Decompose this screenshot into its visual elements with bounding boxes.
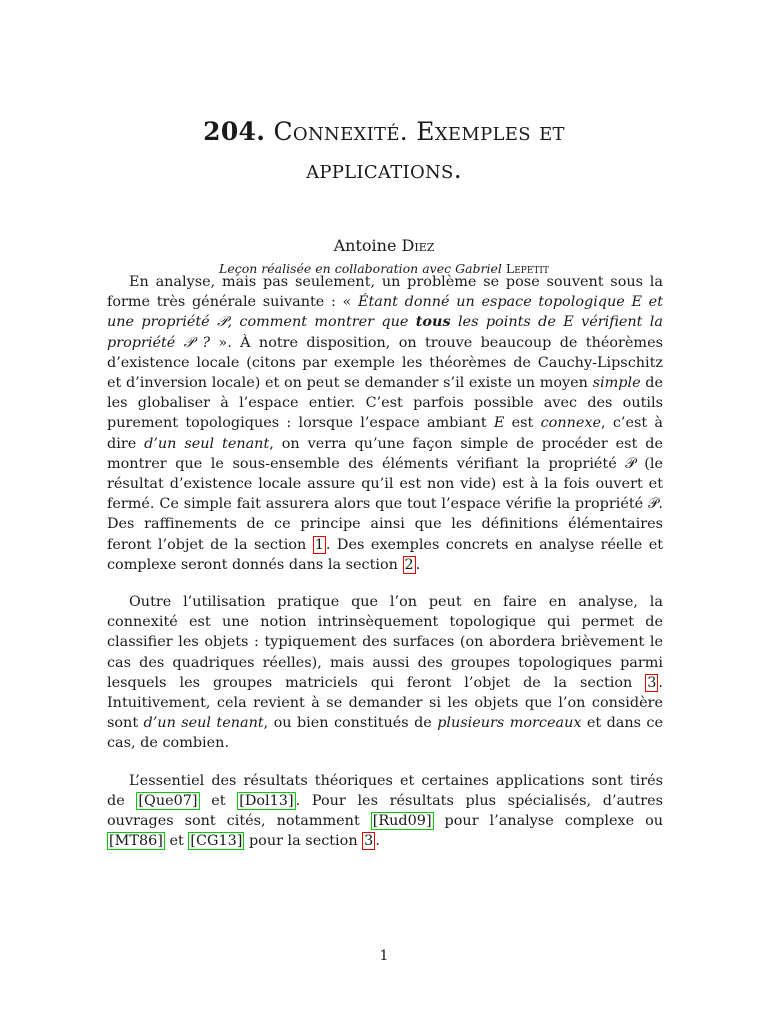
text-run: L’essentiel des résultats théoriques et certaines applications sont tirés de bbox=[107, 772, 663, 809]
section-link-2[interactable]: 2 bbox=[404, 556, 414, 573]
page-number: 1 bbox=[379, 948, 389, 964]
citation-link-mt86[interactable]: [MT86] bbox=[109, 833, 163, 850]
paragraph-1 bbox=[107, 272, 663, 575]
emphasis-simple: simple bbox=[592, 375, 641, 392]
text-run: et bbox=[164, 833, 189, 850]
title-line-1: Connexité. Exemples et bbox=[273, 117, 565, 146]
text-run: ». À notre disposition, on trouve beaucoup de théorèmes d’existence locale (citons par exemple les théorèmes de Cauchy-Lipschitz et d’inversion locale) et on peut se demander s’il existe un moyen bbox=[107, 334, 663, 392]
section-link-3[interactable]: 3 bbox=[364, 833, 374, 850]
emphasis-seul-tenant: d’un seul tenant bbox=[143, 715, 264, 732]
section-link-1[interactable]: 1 bbox=[314, 536, 324, 553]
introduction-text bbox=[107, 272, 663, 868]
text-run: Outre l’utilisation pratique que l’on peut en faire en analyse, la connexité est une notion intrinsèquement topologique qui permet de classifier les objets : typiquement des surfaces (on abordera brièvement le cas des quadriques réelles), mais aussi des groupes topologiques parmi lesquels les groupes matriciels qui feront l’objet de la section bbox=[107, 594, 663, 691]
text-run: pour l’analyse complexe ou bbox=[433, 813, 664, 830]
text-run: . Des exemples concrets en analyse réelle et complexe seront donnés dans la section bbox=[107, 536, 664, 573]
author-last-name: Diez bbox=[401, 236, 435, 255]
emphasis-seul-tenant: d’un seul tenant bbox=[144, 435, 270, 452]
collaborator-name: Lepetit bbox=[505, 261, 549, 276]
section-link-3[interactable]: 3 bbox=[647, 674, 657, 691]
citation-link-que07[interactable]: [Que07] bbox=[138, 792, 198, 809]
text-run: , c’est à dire bbox=[107, 415, 664, 452]
lesson-number: 204. bbox=[203, 117, 266, 146]
paragraph-2 bbox=[107, 592, 663, 754]
emphasis-tous: tous bbox=[415, 313, 451, 331]
text-run: , ou bien constitués de bbox=[263, 715, 438, 732]
author-first-name: Antoine bbox=[333, 236, 397, 255]
question-text-end: les points de E vérifient la propriété 𝒫 ? bbox=[107, 314, 663, 351]
text-run: . bbox=[415, 556, 421, 573]
text-run: , on verra qu’une façon simple de procéder est de montrer que le sous-ensemble des éléments vérifiant la propriété 𝒫 (le résultat d’existence locale assure qu’il est non vide) est à la fois ouvert et fermé. Ce simple fait assurera alors que tout l’espace vérifie la propriété 𝒫. Des raffinements de ce principe ainsi que les définitions élémentaires feront l’objet de la section bbox=[107, 435, 663, 553]
title-line-2: applications. bbox=[306, 155, 462, 184]
citation-link-cg13[interactable]: [CG13] bbox=[190, 833, 243, 850]
citation-link-dol13[interactable]: [Dol13] bbox=[239, 792, 294, 809]
paragraph-3 bbox=[107, 771, 663, 852]
text-run: est bbox=[504, 415, 541, 432]
author bbox=[0, 236, 768, 255]
text-run: . bbox=[375, 833, 380, 850]
text-run: En analyse, mais pas seulement, un problème se pose souvent sous la forme très générale suivante : « bbox=[107, 274, 663, 311]
collaboration-prefix: Leçon réalisée en collaboration avec Gabriel bbox=[219, 261, 502, 276]
citation-link-rud09[interactable]: [Rud09] bbox=[372, 813, 432, 830]
text-run: . Intuitivement, cela revient à se demander si les objets que l’on considère sont bbox=[107, 674, 663, 732]
question-text: Étant donné un espace topologique E et une propriété 𝒫, comment montrer que bbox=[107, 294, 663, 331]
text-run: . Pour les résultats plus spécialisés, d’autres ouvrages sont cités, notamment bbox=[107, 792, 663, 830]
text-run: pour la section bbox=[244, 833, 363, 850]
emphasis-plusieurs-morceaux: plusieurs morceaux bbox=[437, 715, 582, 732]
document-title bbox=[0, 113, 768, 189]
text-run: et bbox=[199, 792, 238, 809]
text-run: et dans ce cas, de combien. bbox=[107, 715, 664, 752]
math-E: E bbox=[493, 415, 505, 432]
emphasis-connexe: connexe bbox=[540, 415, 602, 432]
text-run: de les globaliser à l’espace entier. C’est parfois possible avec des outils purement topologiques : lorsque l’espace ambiant bbox=[107, 375, 663, 432]
